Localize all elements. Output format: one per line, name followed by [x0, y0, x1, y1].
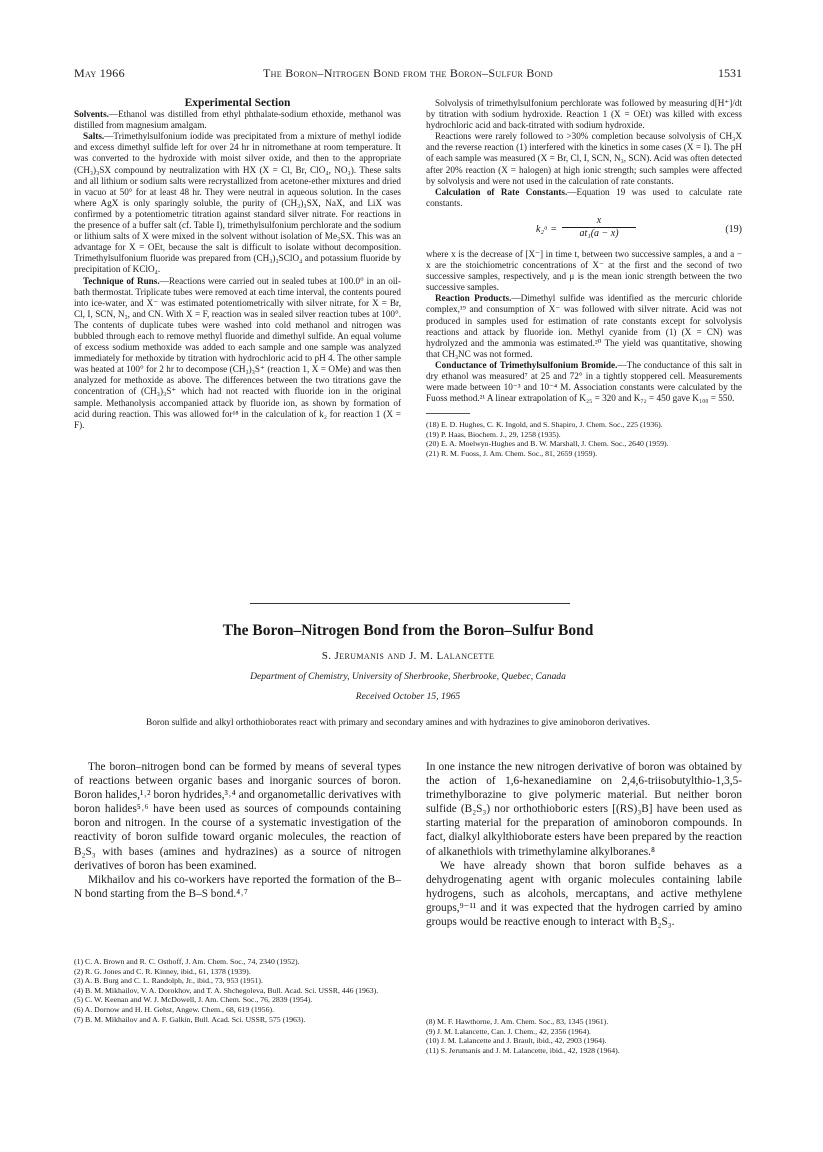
salts-text: —Trimethylsulfonium iodide was precipitated from a mixture of methyl iodide and excess dimethyl sulfide left for over 24 hr in nitromethane at room temperature. It was converted to the hydroxide with moist silver oxide, and then to the appropriate (CH₃)₃SX compound by neutralization with HX (X = Cl, Br, ClO₄, NO₃). These salts and all lithium or sodium salts were recrystallized from acetone-ether mixtures and dried in vacuo at 50° for at least 48 hr. They were neutral in aqueous solution. In the cases where AgX is only sparingly soluble, the purity of (CH₃)₃SX, NaX, and LiX was confirmed by a potentiometric titration against standard silver nitrate. For reactions in the presence of a buffer salt (cf. Table I), trimethylsulfonium perchlorate and the sodium or lithium salts of X were mixed in the solvent without isolation of Me₃SX. This was an advantage for X = OEt, because the salt is difficult to isolate without decomposition. Trimethylsulfonium fluoride was prepared from (CH₃)₃SClO₄ and potassium fluoride by precipitation of KClO₄. — [74, 131, 401, 275]
equation-denominator: at₁(a − x) — [579, 228, 619, 240]
article-affiliation: Department of Chemistry, University of Sherbrooke, Sherbrooke, Quebec, Canada — [250, 671, 566, 682]
equation-numerator: x — [562, 215, 636, 228]
article-abstract: Boron sulfide and alkyl orthothioborates react with primary and secondary amines and with hydrazines to give aminoboron derivatives. — [146, 718, 650, 728]
reference-item: (2) R. G. Jones and C. R. Kinney, ibid., 61, 1378 (1939). — [74, 966, 251, 976]
reference-item: (18) E. D. Hughes, C. K. Ingold, and S. Shapiro, J. Chem. Soc., 225 (1936). — [426, 420, 663, 430]
products-heading: Reaction Products. — [435, 293, 512, 304]
equation-fraction — [562, 215, 636, 239]
conductance-heading: Conductance of Trimethylsulfonium Bromide. — [435, 359, 618, 370]
solvents-paragraph — [74, 109, 401, 131]
products-paragraph — [426, 293, 742, 360]
article-divider — [250, 603, 570, 604]
technique-heading: Technique of Runs. — [83, 275, 160, 286]
header-page-number: 1531 — [718, 66, 742, 80]
reference-item: (10) J. M. Lalancette and J. Brault, ibid., 42, 2903 (1964). — [426, 1036, 607, 1046]
header-date: May 1966 — [74, 66, 125, 80]
calculation-text: —Equation 19 was used to calculate rate constants. — [426, 186, 742, 208]
experimental-section-title: Experimental Section — [184, 97, 291, 109]
reference-item: (8) M. F. Hawthorne, J. Am. Chem. Soc., 83, 1345 (1961). — [426, 1017, 609, 1026]
calculation-heading: Calculation of Rate Constants. — [435, 186, 568, 197]
article-paragraph: The boron–nitrogen bond can be formed by means of several types of reactions between organic bases and inorganic sources of boron. Boron halides,¹˒² boron hydrides,³˒⁴ and organometallic derivatives with boron halides⁵˒⁶ have been used as sources of compounds containing boron and nitrogen. In the course of a systematic investigation of the reactivity of boron sulfide toward organic molecules, the reaction of B₂S₃ with bases (amines and hydrazines) as a source of nitrogen derivatives of boron has been examined. — [74, 761, 401, 872]
reference-item: (20) E. A. Moelwyn-Hughes and B. W. Marshall, J. Chem. Soc., 2640 (1959). — [426, 439, 669, 449]
reference-item: (11) S. Jerumanis and J. M. Lalancette, ibid., 42, 1928 (1964). — [426, 1045, 620, 1055]
reference-item: (1) C. A. Brown and R. C. Osthoff, J. Am. Chem. Soc., 74, 2340 (1952). — [74, 957, 300, 966]
solvolysis-paragraph-2: Reactions were rarely followed to >30% completion because solvolysis of CH₃X and the reverse reaction (1) interfered with the kinetics in some cases (X = I). The pH of each sample was measured (X = Br, Cl, I, SCN, N₃, SCN). Acid was often detected after 20% reaction (X = halogen) at high ionic strength; such samples were affected by solvolysis and were not used in the calculation of rate constants. — [426, 131, 742, 186]
article-received-date: Received October 15, 1965 — [355, 691, 461, 702]
reference-item: (19) P. Haas, Biochem. J., 29, 1258 (1935). — [426, 429, 561, 439]
reference-item: (9) J. M. Lalancette, Can. J. Chem., 42, 2356 (1964). — [426, 1026, 592, 1036]
technique-text: —Reactions were carried out in sealed tubes at 100.0° in an oil-bath thermostat. Triplicate tubes were removed at each time interval, the contents poured into ice-water, and X⁻ was estimated potentiometrically with silver nitrate, for X = Br, Cl, I, SCN, N₃, and CN. With X = F, reaction was in sealed silver reaction tubes at 100°. The contents of duplicate tubes were washed into cold methanol and nitrogen was bubbled through each to remove methyl fluoride and dimethyl sulfide. An equal volume of excess sodium methoxide was added to each sample and one sample was analyzed immediately for methoxide by titration with hydrochloric acid to pH 4. The other sample was heated at 100° for 2 hr to decompose (CH₃)₃S⁺ (reaction 1, X = OMe) and was then analyzed for methoxide as above. The differences between the two titrations gave the concentration of (CH₃)₃S⁺ which had not reacted with fluoride ion in the original sample. Methanolysis accompanied attack by fluoride ion, as shown by formation of acid during reaction. This was allowed for¹⁸ in the calculation of k₂ for reaction 1 (X = F). — [74, 275, 401, 430]
reference-item: (21) R. M. Fuoss, J. Am. Chem. Soc., 81, 2659 (1959). — [426, 449, 598, 459]
experimental-left-column — [74, 98, 401, 431]
header-running-title: The Boron–Nitrogen Bond from the Boron–Sulfur Bond — [263, 66, 553, 80]
article-paragraph: We have already shown that boron sulfide behaves as a dehydrogenating agent with organic molecules containing labile hydrogens, such as alcohols, mercaptans, and active methylene groups,⁹⁻¹¹ and it was expected that the hydrogen carried by amino groups would be reactive enough to interact with B₂S₃. — [426, 859, 742, 929]
solvents-text: —Ethanol was distilled from ethyl phthalate-sodium ethoxide, methanol was distilled from magnesium amalgam. — [74, 109, 401, 131]
solvents-heading: Solvents. — [74, 109, 109, 120]
article-paragraph: In one instance the new nitrogen derivative of boron was obtained by the action of 1,6-hexanediamine on 2,4,6-triisobutylthio-1,3,5-trimethylborazine to give polymeric material. But neither boron sulfide (B₂S₃) nor orthothioboric esters [(RS)₃B] have been used as starting material for the preparation of aminoboron compounds. In fact, dialkyl alkylthioborate esters have been prepared by the reaction of alkanethiols with trimethylamine alkylboranes.⁸ — [426, 761, 742, 858]
reference-item: (5) C. W. Keenan and W. J. McDowell, J. Am. Chem. Soc., 76, 2839 (1954). — [74, 995, 313, 1005]
article-left-column — [74, 760, 401, 901]
equation-lhs: k₂ᵅ = — [536, 223, 558, 235]
salts-heading: Salts. — [83, 131, 105, 142]
reference-item: (3) A. B. Burg and C. L. Randolph, Jr., ibid., 73, 953 (1951). — [74, 976, 263, 986]
article-right-column — [426, 760, 742, 929]
experimental-right-column — [426, 98, 742, 459]
article-footnotes-right — [426, 1017, 742, 1055]
article-paragraph: Mikhailov and his co-workers have reported the formation of the B–N bond starting from the B–S bond.⁴˒⁷ — [74, 873, 401, 900]
calculation-explanation: where x is the decrease of [X⁻] in time t, between two successive samples, a and a − x are the stoichiometric concentrations of X⁻ at the first and the second of two successive samples, respectively, and μ is the mean ionic strength between the two successive samples. — [426, 248, 742, 293]
experimental-references — [426, 420, 742, 458]
conductance-text: —The conductance of this salt in dry ethanol was measured⁷ at 25 and 72° in a tightly stoppered cell. Measurements were made between 10⁻³ and 10⁻⁴ M. Association constants were calculated by the Fuoss method.²¹ A linear extrapolation of K₂₅ = 320 and K₇₂ = 450 gave K₁₀₀ = 550. — [426, 359, 742, 404]
equation-number: (19) — [725, 223, 742, 235]
article-authors: S. Jerumanis and J. M. Lalancette — [321, 650, 495, 662]
footnote-rule — [426, 413, 470, 414]
article-footnotes-left — [74, 957, 401, 1024]
solvolysis-paragraph-1: Solvolysis of trimethylsulfonium perchlorate was followed by measuring d[H⁺]/dt by titration with sodium hydroxide. Reaction 1 (X = OEt) was killed with excess hydrochloric acid and back-titrated with sodium hydroxide. — [426, 98, 742, 131]
article-title: The Boron–Nitrogen Bond from the Boron–Sulfur Bond — [222, 622, 594, 639]
calculation-paragraph — [426, 187, 742, 209]
reference-item: (4) B. M. Mikhailov, V. A. Dorokhov, and T. A. Shchegoleva, Bull. Acad. Sci. USSR, 446 (1963). — [74, 985, 379, 995]
technique-paragraph — [74, 276, 401, 431]
reference-item: (7) B. M. Mikhailov and A. F. Galkin, Bull. Acad. Sci. USSR, 575 (1963). — [74, 1014, 306, 1024]
salts-paragraph — [74, 131, 401, 275]
reference-item: (6) A. Dornow and H. H. Gehst, Angew. Chem., 68, 619 (1956). — [74, 1004, 275, 1014]
equation-19 — [426, 215, 742, 245]
running-header — [74, 66, 742, 82]
products-text: —Dimethyl sulfide was identified as the mercuric chloride complex,¹⁹ and consumption of X⁻ was followed with silver nitrate. Acid was not produced in samples used for estimation of rate constants except for solvolysis reactions and attack by fluoride ion. Methyl cyanide from (1) (X = CN) was hydrolyzed and the ammonia was estimated.²⁰ The yield was quantitative, showing that CH₃NC was not formed. — [426, 293, 742, 359]
conductance-paragraph — [426, 360, 742, 404]
